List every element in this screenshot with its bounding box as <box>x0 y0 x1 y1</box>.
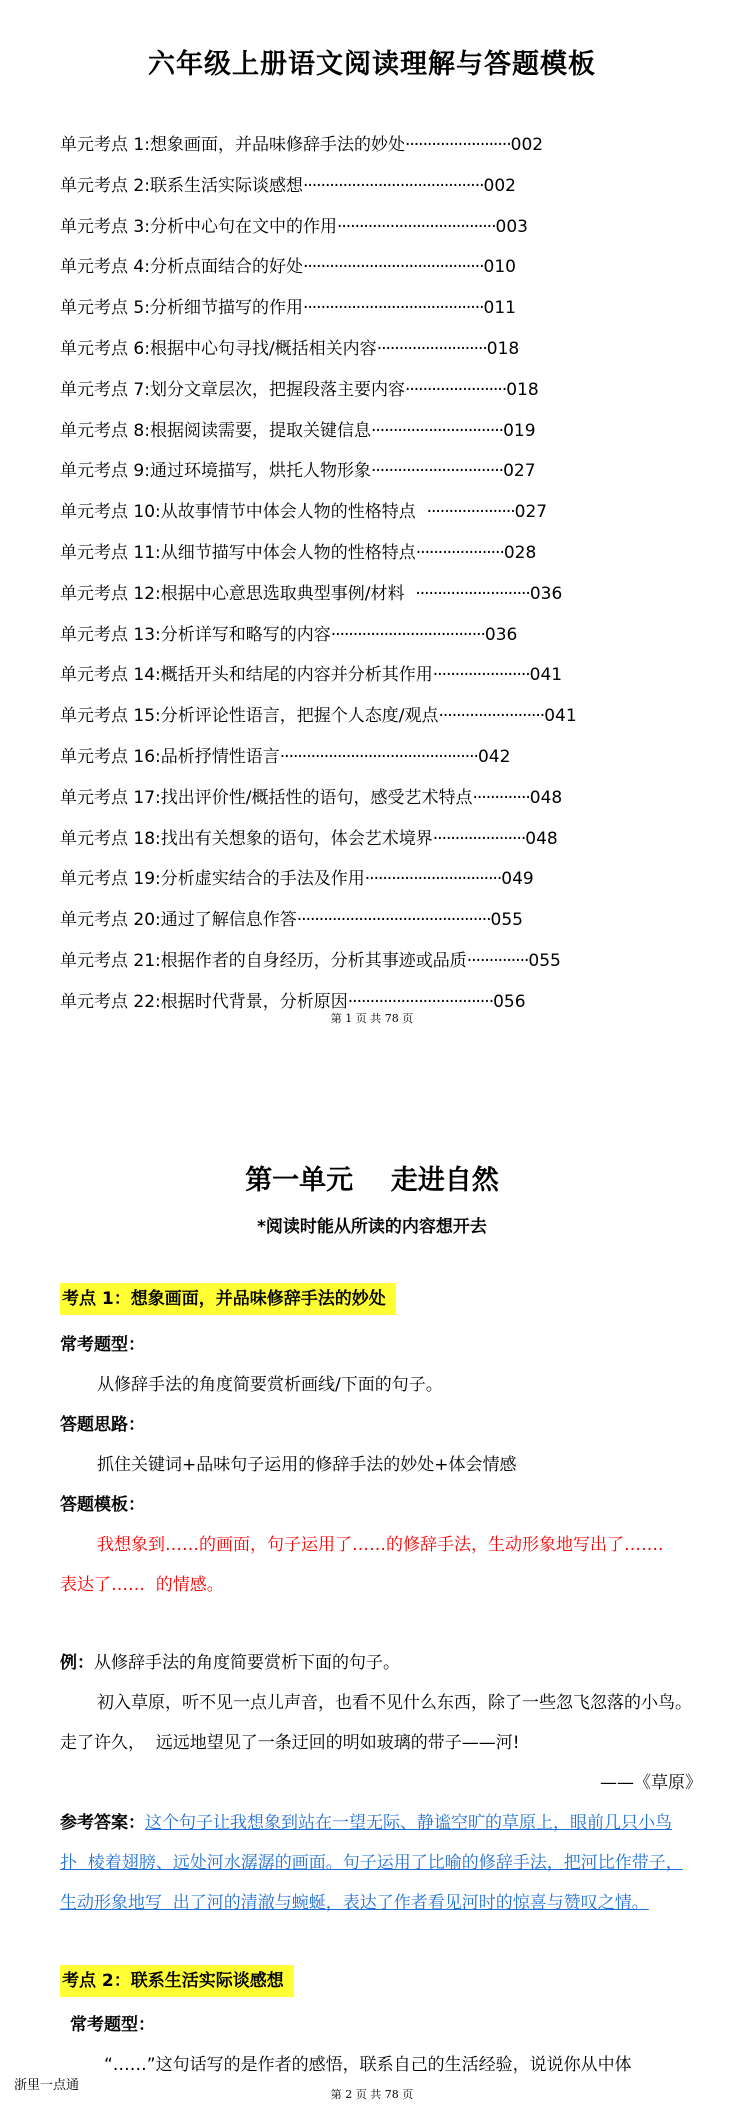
toc-dots: ····················· <box>432 828 526 849</box>
toc-num: 单元考点 8: <box>60 420 150 441</box>
toc-num: 单元考点 16: <box>60 746 161 767</box>
toc-num: 单元考点 7: <box>60 379 150 400</box>
toc-dots: ·············· <box>466 950 529 971</box>
toc-page: 049 <box>501 869 534 890</box>
toc-num: 单元考点 1: <box>60 135 150 155</box>
toc-entry[interactable] <box>60 941 680 982</box>
table-of-contents <box>60 125 680 1023</box>
toc-page: 041 <box>544 706 577 727</box>
toc-dots: ·························· <box>415 583 530 604</box>
toc-page: 002 <box>510 135 544 155</box>
toc-text-title: 找出评价性/概括性的语句，感受艺术特点 <box>160 787 473 808</box>
toc-page: 027 <box>514 502 548 523</box>
point2-text: “……”这句话写的是作者的感悟，联系自己的生活经验，说说你从中体 <box>104 2055 632 2075</box>
toc-text-title: 分析虚实结合的手法及作用 <box>160 869 365 890</box>
common-type-label: 常考题型： <box>60 1335 145 1355</box>
page-footer-1: 第 1 页 共 78 页 <box>330 1012 414 1025</box>
toc-entry[interactable] <box>60 655 680 696</box>
toc-entry[interactable] <box>60 492 680 533</box>
toc-entry[interactable] <box>60 737 680 778</box>
toc-dots: ······················ <box>432 665 530 686</box>
toc-entry[interactable] <box>60 859 680 900</box>
approach-text: 抓住关键词+品味句子运用的修辞手法的妙处+体会情感 <box>97 1455 517 1475</box>
toc-entry[interactable] <box>60 574 680 615</box>
toc-dots: ······························ <box>370 420 504 441</box>
toc-page: 018 <box>506 379 539 400</box>
toc-text-title: 从故事情节中体会人物的性格特点 <box>160 502 427 523</box>
toc-entry[interactable] <box>60 411 680 452</box>
toc-dots: ························ <box>404 135 511 155</box>
toc-page: 019 <box>503 420 536 441</box>
template-label: 答题模板： <box>60 1495 145 1515</box>
toc-num: 单元考点 12: <box>60 583 161 604</box>
toc-entry[interactable] <box>60 900 680 941</box>
toc-num: 单元考点 4: <box>60 257 150 278</box>
unit-title: 第一单元 走进自然 <box>245 1165 499 1196</box>
toc-dots: ···································· <box>336 216 496 237</box>
toc-dots: ······················· <box>404 379 507 400</box>
point2-heading-text: 考点 2：联系生活实际谈感想 <box>60 1965 294 1997</box>
toc-page: 048 <box>525 828 558 849</box>
toc-num: 单元考点 14: <box>60 665 161 686</box>
toc-text-title: 品析抒情性语言 <box>160 746 280 767</box>
toc-dots: ······························· <box>364 869 502 890</box>
toc-text-title: 分析评论性语言，把握个人态度/观点 <box>160 706 439 727</box>
toc-page: 048 <box>529 787 563 808</box>
toc-num: 单元考点 13: <box>60 624 161 645</box>
toc-text-title: 根据时代背景，分析原因 <box>160 991 348 1012</box>
unit-subtitle: *阅读时能从所读的内容想开去 <box>257 1217 487 1237</box>
toc-num: 单元考点 15: <box>60 706 161 727</box>
toc-num: 单元考点 9: <box>60 461 150 482</box>
toc-text-title: 分析中心句在文中的作用 <box>149 216 337 237</box>
toc-entry[interactable] <box>60 207 680 248</box>
toc-dots: ············· <box>472 787 530 808</box>
toc-entry[interactable] <box>60 166 680 207</box>
toc-text-title: 根据中心意思选取典型事例/材料 <box>160 583 416 604</box>
example-prompt: 从修辞手法的角度简要赏析下面的句子。 <box>94 1653 400 1673</box>
template-line-2: 表达了…… 的情感。 <box>60 1575 224 1595</box>
toc-page: 010 <box>483 257 516 278</box>
toc-num: 单元考点 5: <box>60 298 150 319</box>
page-footer-2: 第 2 页 共 78 页 <box>330 2088 414 2101</box>
toc-num: 单元考点 2: <box>60 175 150 196</box>
toc-num: 单元考点 10: <box>60 502 161 523</box>
toc-dots: ············································ <box>296 910 491 931</box>
page-title: 六年级上册语文阅读理解与答题模板 <box>148 49 596 80</box>
answer-line-3: 生动形象地写 出了河的清澈与蜿蜒，表达了作者看见河时的惊喜与赞叹之情。 <box>60 1893 649 1913</box>
common-type-text: 从修辞手法的角度简要赏析画线/下面的句子。 <box>97 1375 443 1395</box>
toc-dots: ········································· <box>302 175 484 196</box>
toc-text-title: 根据作者的自身经历，分析其事迹或品质 <box>160 950 467 971</box>
toc-dots: ···················· <box>426 502 515 523</box>
toc-text-title: 联系生活实际谈感想 <box>149 175 303 196</box>
toc-page: 028 <box>503 542 537 563</box>
toc-num: 单元考点 18: <box>60 828 161 849</box>
toc-text-title: 想象画面，并品味修辞手法的妙处 <box>149 135 405 155</box>
toc-entry[interactable] <box>60 615 680 656</box>
toc-entry[interactable] <box>60 288 680 329</box>
toc-entry[interactable] <box>60 533 680 574</box>
toc-text-title: 找出有关想象的语句，体会艺术境界 <box>160 828 433 849</box>
point1-heading-text: 考点 1：想象画面，并品味修辞手法的妙处 <box>60 1283 396 1315</box>
toc-entry[interactable] <box>60 125 680 166</box>
toc-page: 003 <box>495 216 528 237</box>
common-type-label-2: 常考题型： <box>70 2015 155 2035</box>
toc-dots: ································· <box>347 991 494 1012</box>
toc-entry[interactable] <box>60 696 680 737</box>
toc-num: 单元考点 17: <box>60 787 161 808</box>
toc-page: 055 <box>528 950 561 971</box>
approach-label: 答题思路： <box>60 1415 145 1435</box>
point1-heading <box>60 1284 396 1309</box>
toc-dots: ························· <box>376 338 487 359</box>
example-source: ——《草原》 <box>600 1773 702 1793</box>
toc-page: 027 <box>503 461 536 482</box>
toc-num: 单元考点 11: <box>60 542 161 563</box>
toc-page: 002 <box>483 175 516 196</box>
toc-entry[interactable] <box>60 451 680 492</box>
answer-line-1: 这个句子让我想象到站在一望无际、静谧空旷的草原上，眼前几只小鸟 <box>145 1813 672 1833</box>
toc-dots: ························ <box>438 706 545 727</box>
toc-text-title: 分析细节描写的作用 <box>149 298 303 319</box>
toc-dots: ········································· <box>302 257 484 278</box>
toc-text-title: 通过环境描写，烘托人物形象 <box>149 461 371 482</box>
answer-block <box>60 1808 672 1833</box>
toc-dots: ······························ <box>370 461 504 482</box>
toc-entry[interactable] <box>60 247 680 288</box>
toc-text-title: 概括开头和结尾的内容并分析其作用 <box>160 665 433 686</box>
toc-page: 055 <box>490 910 523 931</box>
toc-num: 单元考点 20: <box>60 910 161 931</box>
toc-dots: ··································· <box>330 624 485 645</box>
answer-line-2: 扑 棱着翅膀、远处河水潺潺的画面。句子运用了比喻的修辞手法，把河比作带子， <box>60 1853 683 1873</box>
example-line-1: 初入草原，听不见一点儿声音，也看不见什么东西，除了一些忽飞忽落的小鸟。 <box>97 1693 692 1713</box>
toc-page: 036 <box>529 583 563 604</box>
toc-entry[interactable] <box>60 819 680 860</box>
toc-num: 单元考点 21: <box>60 950 161 971</box>
toc-text-title: 分析详写和略写的内容 <box>160 624 331 645</box>
toc-num: 单元考点 19: <box>60 869 161 890</box>
example-label: 例： <box>60 1653 94 1673</box>
corner-watermark-text: 浙里一点通 <box>14 2078 80 2093</box>
toc-page: 041 <box>529 665 563 686</box>
toc-entry[interactable] <box>60 778 680 819</box>
toc-text-title: 通过了解信息作答 <box>160 910 297 931</box>
answer-label: 参考答案： <box>60 1813 145 1833</box>
toc-text-title: 根据中心句寻找/概括相关内容 <box>149 338 377 359</box>
toc-dots: ········································· <box>302 298 484 319</box>
toc-entry[interactable] <box>60 329 680 370</box>
toc-text-title: 根据阅读需要，提取关键信息 <box>149 420 371 441</box>
toc-num: 单元考点 22: <box>60 991 161 1012</box>
toc-page: 042 <box>477 746 511 767</box>
toc-dots: ···················· <box>415 542 504 563</box>
toc-page: 036 <box>484 624 518 645</box>
toc-num: 单元考点 6: <box>60 338 150 359</box>
toc-page: 018 <box>486 338 520 359</box>
toc-num: 单元考点 3: <box>60 216 150 237</box>
toc-text-title: 划分文章层次，把握段落主要内容 <box>149 379 405 400</box>
example-block <box>60 1648 400 1673</box>
template-line-1: 我想象到……的画面，句子运用了……的修辞手法，生动形象地写出了……. <box>97 1535 664 1555</box>
toc-page: 011 <box>483 298 516 319</box>
toc-text-title: 从细节描写中体会人物的性格特点 <box>160 542 416 563</box>
toc-text-title: 分析点面结合的好处 <box>149 257 303 278</box>
toc-entry[interactable] <box>60 370 680 411</box>
toc-dots: ············································· <box>279 746 478 767</box>
toc-page: 056 <box>493 991 526 1012</box>
point2-heading <box>60 1966 294 1991</box>
example-line-2: 走了许久， 远远地望见了一条迂回的明如玻璃的带子——河! <box>60 1733 520 1753</box>
